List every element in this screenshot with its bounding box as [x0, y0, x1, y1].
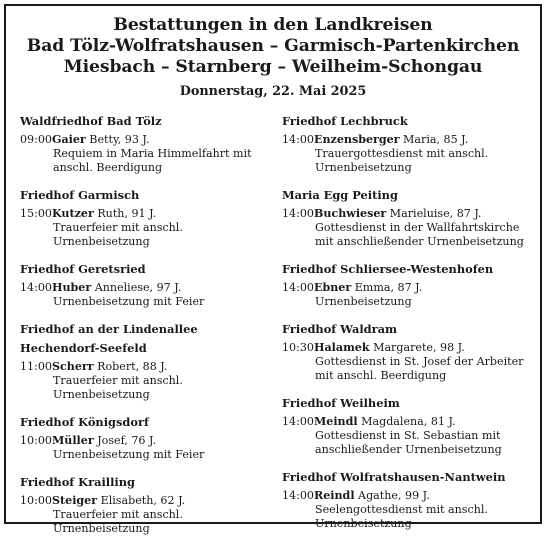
ceremony-detail: mit anschließender Urnenbeisetzung [315, 235, 524, 248]
deceased-name-line [20, 434, 275, 448]
cemetery-name: Friedhof Königsdorf [20, 415, 149, 429]
deceased-surname: Kutzer [52, 207, 94, 220]
ceremony-detail: Urnenbeisetzung [315, 517, 412, 530]
ceremony-detail: Gottesdienst in St. Sebastian mit [315, 429, 501, 442]
ceremony-detail: Trauerfeier mit anschl. [53, 508, 183, 521]
left-column [20, 114, 275, 549]
burial-time: 14:00 [20, 281, 52, 294]
deceased-name-line [282, 133, 544, 147]
deceased-surname: Müller [52, 434, 94, 447]
ceremony-detail: Seelengottesdienst mit anschl. [315, 503, 488, 516]
ceremony-detail: Gottesdienst in St. Josef der Arbeiter [315, 355, 524, 368]
ceremony-detail: Urnenbeisetzung [53, 235, 150, 248]
ceremony-detail: Urnenbeisetzung mit Feier [53, 295, 205, 308]
burial-time: 09:00 [20, 133, 52, 146]
notice-header [6, 15, 540, 100]
ceremony-detail: Urnenbeisetzung [53, 522, 150, 535]
notice-date: Donnerstag, 22. Mai 2025 [179, 84, 367, 99]
ceremony-detail: anschließender Urnenbeisetzung [315, 443, 502, 456]
cemetery-block [282, 470, 544, 531]
burial-entry [20, 360, 275, 402]
burial-time: 14:00 [282, 207, 314, 220]
deceased-firstname-age: Marieluise, 87 J. [386, 207, 482, 220]
cemetery-name: Friedhof Lechbruck [282, 114, 408, 128]
deceased-surname: Ebner [314, 281, 352, 294]
burial-entry [20, 133, 275, 175]
burial-entry [20, 434, 275, 462]
burial-entry [20, 207, 275, 249]
ceremony-detail: anschl. Beerdigung [53, 161, 163, 174]
deceased-firstname-age: Margarete, 98 J. [369, 341, 465, 354]
burial-time: 14:00 [282, 133, 314, 146]
deceased-firstname-age: Elisabeth, 62 J. [97, 494, 186, 507]
cemetery-block [282, 262, 544, 309]
burial-time: 10:30 [282, 341, 314, 354]
burial-entry [282, 281, 544, 309]
cemetery-block [20, 188, 275, 249]
deceased-firstname-age: Robert, 88 J. [93, 360, 168, 373]
deceased-firstname-age: Josef, 76 J. [93, 434, 157, 447]
cemetery-block [282, 114, 544, 175]
cemetery-name: Friedhof Krailling [20, 475, 136, 489]
deceased-name-line [282, 415, 544, 429]
cemetery-block [20, 415, 275, 462]
deceased-surname: Gaier [52, 133, 86, 146]
ceremony-detail: Trauerfeier mit anschl. [53, 374, 183, 387]
deceased-name-line [282, 207, 544, 221]
ceremony-detail: Trauergottesdienst mit anschl. [315, 147, 489, 160]
deceased-surname: Halamek [314, 341, 370, 354]
cemetery-name: Hechendorf-Seefeld [20, 341, 147, 355]
cemetery-name: Friedhof Wolfratshausen-Nantwein [282, 470, 506, 484]
deceased-firstname-age: Emma, 87 J. [351, 281, 423, 294]
ceremony-detail: Urnenbeisetzung mit Feier [53, 448, 205, 461]
burial-time: 10:00 [20, 494, 52, 507]
cemetery-name: Friedhof Garmisch [20, 188, 140, 202]
ceremony-detail: Gottesdienst in der Wallfahrtskirche [315, 221, 520, 234]
burial-time: 11:00 [20, 360, 52, 373]
ceremony-detail: Urnenbeisetzung [53, 388, 150, 401]
cemetery-name: Friedhof Geretsried [20, 262, 146, 276]
cemetery-name: Friedhof Schliersee-Westenhofen [282, 262, 494, 276]
cemetery-name: Friedhof Weilheim [282, 396, 400, 410]
burial-time: 14:00 [282, 489, 314, 502]
burial-entry [282, 489, 544, 531]
ceremony-detail: mit anschl. Beerdigung [315, 369, 447, 382]
deceased-surname: Scherr [52, 360, 94, 373]
cemetery-block [20, 114, 275, 175]
cemetery-name: Maria Egg Peiting [282, 188, 398, 202]
burial-time: 14:00 [282, 415, 314, 428]
deceased-firstname-age: Magdalena, 81 J. [357, 415, 456, 428]
deceased-firstname-age: Ruth, 91 J. [93, 207, 157, 220]
ceremony-detail: Trauerfeier mit anschl. [53, 221, 183, 234]
deceased-name-line [282, 281, 544, 295]
cemetery-block [282, 188, 544, 249]
deceased-firstname-age: Betty, 93 J. [85, 133, 150, 146]
cemetery-name: Friedhof an der Lindenallee [20, 322, 198, 336]
deceased-name-line [282, 489, 544, 503]
cemetery-block [20, 262, 275, 309]
deceased-surname: Enzensberger [314, 133, 400, 146]
burial-time: 15:00 [20, 207, 52, 220]
deceased-name-line [20, 360, 275, 374]
burial-entry [282, 207, 544, 249]
burial-entry [282, 133, 544, 175]
deceased-name-line [20, 494, 275, 508]
deceased-surname: Meindl [314, 415, 358, 428]
cemetery-block [282, 396, 544, 457]
notice-title-line: Bestattungen in den Landkreisen [113, 15, 433, 35]
ceremony-detail: Urnenbeisetzung [315, 161, 412, 174]
deceased-name-line [20, 133, 275, 147]
notice-title-line: Bad Tölz-Wolfratshausen – Garmisch-Partenkirchen [26, 36, 520, 56]
burial-entry [282, 415, 544, 457]
deceased-surname: Huber [52, 281, 92, 294]
burial-time: 14:00 [282, 281, 314, 294]
deceased-firstname-age: Agathe, 99 J. [354, 489, 430, 502]
cemetery-block [20, 322, 275, 402]
deceased-name-line [20, 281, 275, 295]
deceased-surname: Buchwieser [314, 207, 387, 220]
burial-entry [20, 281, 275, 309]
cemetery-name: Friedhof Waldram [282, 322, 398, 336]
right-column [282, 114, 544, 544]
cemetery-block [20, 475, 275, 536]
deceased-name-line [282, 341, 544, 355]
cemetery-block [282, 322, 544, 383]
deceased-firstname-age: Anneliese, 97 J. [91, 281, 182, 294]
ceremony-detail: Requiem in Maria Himmelfahrt mit [53, 147, 252, 160]
deceased-surname: Steiger [52, 494, 98, 507]
notice-title-line: Miesbach – Starnberg – Weilheim-Schongau [63, 57, 483, 77]
deceased-surname: Reindl [314, 489, 355, 502]
burial-time: 10:00 [20, 434, 52, 447]
deceased-name-line [20, 207, 275, 221]
ceremony-detail: Urnenbeisetzung [315, 295, 412, 308]
burial-entry [282, 341, 544, 383]
burial-entry [20, 494, 275, 536]
cemetery-name: Waldfriedhof Bad Tölz [20, 114, 162, 128]
obituary-notice-frame [4, 4, 542, 535]
deceased-firstname-age: Maria, 85 J. [399, 133, 469, 146]
